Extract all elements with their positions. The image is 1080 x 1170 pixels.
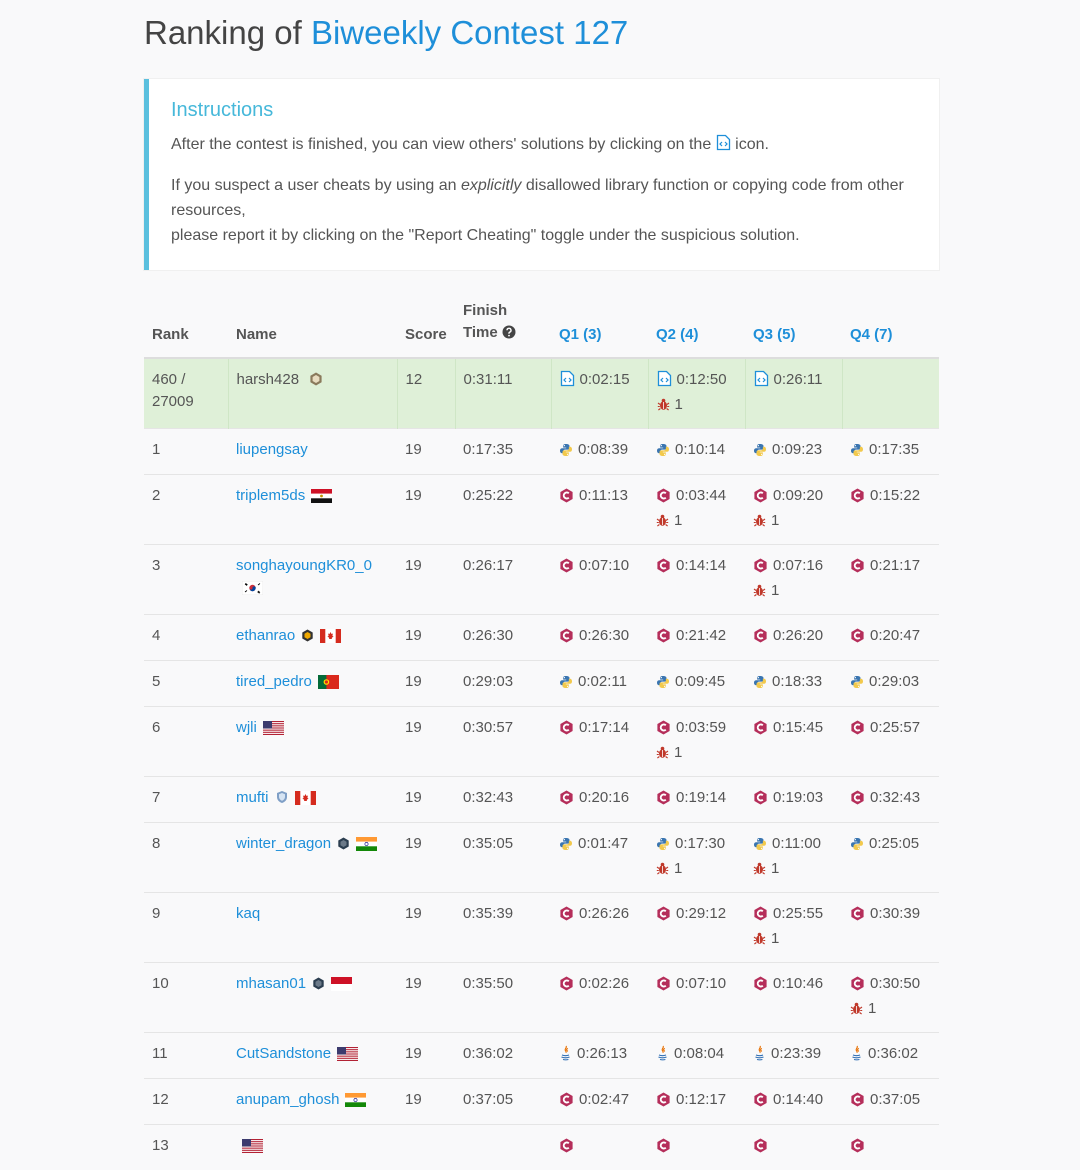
cpp-icon[interactable] [850, 720, 865, 742]
solve-time: 0:23:39 [771, 1045, 821, 1062]
question-time-cell[interactable] [842, 661, 939, 707]
solve-time: 0:09:23 [772, 441, 822, 458]
rank-cell: 1 [144, 429, 228, 475]
knight-badge-icon [275, 789, 289, 811]
cpp-icon[interactable] [559, 976, 574, 998]
solve-time: 0:08:04 [674, 1045, 724, 1062]
question-time-cell[interactable] [745, 1079, 842, 1125]
question-time-cell[interactable] [842, 893, 939, 963]
finish-time-cell: 0:25:22 [455, 475, 551, 545]
question-time-cell[interactable] [842, 963, 939, 1033]
python-icon[interactable] [656, 442, 670, 464]
solve-time: 0:20:47 [870, 627, 920, 644]
cpp-icon[interactable] [753, 488, 768, 510]
python-icon[interactable] [559, 442, 573, 464]
instructions-line-1: After the contest is finished, you can view others' solutions by clicking on the icon. [171, 132, 913, 159]
question-time-cell[interactable] [745, 963, 842, 1033]
question-time-cell[interactable] [551, 1125, 648, 1170]
header-rank: Rank [144, 300, 228, 358]
question-time-cell[interactable] [551, 1033, 648, 1079]
solve-time: 0:21:42 [676, 627, 726, 644]
name-cell [228, 1033, 397, 1079]
python-icon[interactable] [656, 674, 670, 696]
solve-time: 0:30:39 [870, 905, 920, 922]
score-cell: 19 [397, 429, 455, 475]
name-cell [228, 893, 397, 963]
table-row [144, 963, 939, 1033]
table-row [144, 893, 939, 963]
name-cell [228, 707, 397, 777]
solve-time: 0:07:10 [579, 557, 629, 574]
cpp-icon[interactable] [656, 976, 671, 998]
solve-time: 0:10:46 [773, 975, 823, 992]
table-row [144, 545, 939, 615]
cpp-icon[interactable] [753, 790, 768, 812]
solve-time: 0:15:22 [870, 487, 920, 504]
cpp-icon[interactable] [559, 1138, 574, 1160]
solve-time: 0:07:10 [676, 975, 726, 992]
solve-time: 0:11:00 [772, 835, 821, 852]
solve-time: 0:14:14 [676, 557, 726, 574]
instructions-panel [144, 79, 939, 270]
bug-icon [656, 512, 669, 534]
solve-time: 0:02:47 [579, 1091, 629, 1108]
table-row [144, 1079, 939, 1125]
table-row [144, 615, 939, 661]
user-link[interactable]: kaq [236, 905, 260, 922]
score-cell: 19 [397, 893, 455, 963]
indonesia-flag-icon [331, 976, 352, 998]
cpp-icon[interactable] [656, 790, 671, 812]
table-header-row [144, 300, 939, 358]
cpp-icon[interactable] [850, 628, 865, 650]
python-icon[interactable] [656, 836, 670, 858]
user-link[interactable]: winter_dragon [236, 835, 331, 852]
bug-icon [657, 396, 670, 418]
solve-time: 0:32:43 [870, 789, 920, 806]
wrong-submission-count: 1 [771, 582, 779, 599]
contest-name[interactable]: Biweekly Contest 127 [311, 14, 628, 51]
bug-icon [850, 1000, 863, 1022]
question-time-cell[interactable] [648, 1125, 745, 1170]
question-time-cell[interactable] [745, 429, 842, 475]
cpp-icon[interactable] [753, 906, 768, 928]
score-cell: 19 [397, 963, 455, 1033]
instructions-heading: Instructions [171, 99, 913, 122]
wrong-submission-count: 1 [771, 930, 779, 947]
table-row [144, 1033, 939, 1079]
cpp-icon[interactable] [850, 790, 865, 812]
question-time-cell[interactable] [842, 1079, 939, 1125]
cpp-icon[interactable] [753, 976, 768, 998]
question-time-cell[interactable] [551, 661, 648, 707]
question-time-cell[interactable] [551, 545, 648, 615]
python-icon[interactable] [753, 674, 767, 696]
score-cell: 19 [397, 615, 455, 661]
question-time-cell[interactable] [745, 777, 842, 823]
solve-time: 0:17:35 [869, 441, 919, 458]
question-time-cell[interactable] [842, 615, 939, 661]
title-prefix: Ranking of [144, 14, 302, 51]
solve-time: 0:07:16 [773, 557, 823, 574]
korea-flag-icon [242, 580, 263, 602]
score-cell: 19 [397, 661, 455, 707]
my-ranking-row [144, 358, 939, 429]
score-cell: 19 [397, 545, 455, 615]
name-cell [228, 963, 397, 1033]
question-time-cell[interactable] [551, 707, 648, 777]
table-row [144, 661, 939, 707]
wrong-submission-count: 1 [771, 512, 779, 529]
solve-time: 0:25:55 [773, 905, 823, 922]
finish-time-cell [455, 1125, 551, 1170]
my-q4 [842, 358, 939, 429]
wrong-submission-count: 1 [674, 860, 682, 877]
cpp-icon[interactable] [559, 1092, 574, 1114]
user-link[interactable]: wjli [236, 719, 257, 736]
solve-time: 0:09:20 [773, 487, 823, 504]
user-link[interactable]: ethanrao [236, 627, 295, 644]
question-time-cell[interactable] [551, 777, 648, 823]
question-time-cell[interactable] [551, 429, 648, 475]
question-time-cell[interactable] [648, 1033, 745, 1079]
python-icon[interactable] [850, 442, 864, 464]
question-time-cell[interactable] [842, 1125, 939, 1170]
solve-time: 0:12:17 [676, 1091, 726, 1108]
question-time-cell[interactable] [745, 707, 842, 777]
wrong-submission-count: 1 [674, 512, 682, 529]
question-time-cell[interactable] [745, 893, 842, 963]
question-time-cell[interactable] [648, 661, 745, 707]
header-score: Score [397, 300, 455, 358]
finish-time-cell: 0:37:05 [455, 1079, 551, 1125]
solve-time: 0:08:39 [578, 441, 628, 458]
table-row [144, 777, 939, 823]
score-cell: 19 [397, 707, 455, 777]
solve-time: 0:03:44 [676, 487, 726, 504]
solve-time: 0:03:59 [676, 719, 726, 736]
solve-time: 0:18:33 [772, 673, 822, 690]
usa-flag-icon [263, 720, 284, 742]
my-score: 12 [397, 358, 455, 429]
score-cell [397, 1125, 455, 1170]
question-time-cell[interactable] [648, 475, 745, 545]
ranking-table [144, 300, 939, 1170]
cpp-icon[interactable] [656, 906, 671, 928]
question-time-cell[interactable] [551, 963, 648, 1033]
question-time-cell[interactable] [842, 475, 939, 545]
user-link[interactable]: triplem5ds [236, 487, 305, 504]
solve-time: 0:29:03 [869, 673, 919, 690]
finish-time-cell: 0:17:35 [455, 429, 551, 475]
question-time-cell[interactable] [648, 963, 745, 1033]
solve-time: 0:14:40 [773, 1091, 823, 1108]
finish-time-cell: 0:35:39 [455, 893, 551, 963]
python-icon[interactable] [753, 442, 767, 464]
canada-flag-icon [295, 790, 316, 812]
question-time-cell[interactable] [551, 823, 648, 893]
wrong-submission-count: 1 [674, 744, 682, 761]
cpp-icon[interactable] [559, 790, 574, 812]
score-cell: 19 [397, 777, 455, 823]
cpp-icon[interactable] [656, 720, 671, 742]
cpp-icon[interactable] [656, 1138, 671, 1160]
my-rank: 460 / 27009 [144, 358, 228, 429]
portugal-flag-icon [318, 674, 339, 696]
solve-time: 0:21:17 [870, 557, 920, 574]
cpp-icon[interactable] [850, 976, 865, 998]
my-q3[interactable]: 0:26:11 [745, 358, 842, 429]
user-link[interactable]: CutSandstone [236, 1045, 331, 1062]
solve-time: 0:01:47 [578, 835, 628, 852]
rank-cell: 7 [144, 777, 228, 823]
solve-time: 0:26:26 [579, 905, 629, 922]
name-cell [228, 475, 397, 545]
name-cell [228, 545, 397, 615]
solve-time: 0:19:14 [676, 789, 726, 806]
rank-cell: 10 [144, 963, 228, 1033]
badge-icon [309, 371, 323, 393]
header-q1[interactable]: Q1 (3) [551, 300, 648, 358]
cpp-icon[interactable] [559, 906, 574, 928]
cpp-icon[interactable] [753, 1138, 768, 1160]
code-file-icon [716, 134, 731, 159]
finish-time-cell: 0:26:30 [455, 615, 551, 661]
header-finish-time: Finish Time [455, 300, 551, 358]
cpp-icon[interactable] [850, 488, 865, 510]
name-cell [228, 823, 397, 893]
my-name: harsh428 [228, 358, 397, 429]
user-link[interactable]: mufti [236, 789, 269, 806]
question-time-cell[interactable] [745, 1033, 842, 1079]
rank-cell: 11 [144, 1033, 228, 1079]
finish-time-cell: 0:29:03 [455, 661, 551, 707]
solve-time: 0:25:57 [870, 719, 920, 736]
question-time-cell[interactable] [745, 1125, 842, 1170]
score-cell: 19 [397, 475, 455, 545]
solve-time: 0:37:05 [870, 1091, 920, 1108]
wrong-submission-count: 1 [868, 1000, 876, 1017]
cpp-icon[interactable] [559, 488, 574, 510]
question-time-cell[interactable] [745, 615, 842, 661]
question-time-cell[interactable] [648, 777, 745, 823]
solve-time: 0:26:20 [773, 627, 823, 644]
name-cell [228, 777, 397, 823]
bug-icon [753, 860, 766, 882]
user-link[interactable]: tired_pedro [236, 673, 312, 690]
question-time-cell[interactable] [648, 545, 745, 615]
finish-time-cell: 0:35:50 [455, 963, 551, 1033]
header-q4[interactable]: Q4 (7) [842, 300, 939, 358]
solve-time: 0:26:13 [577, 1045, 627, 1062]
score-cell: 19 [397, 1079, 455, 1125]
cpp-icon[interactable] [656, 558, 671, 580]
solve-time: 0:02:11 [578, 673, 627, 690]
question-time-cell[interactable] [842, 707, 939, 777]
question-time-cell[interactable] [648, 707, 745, 777]
rank-cell: 3 [144, 545, 228, 615]
cpp-icon[interactable] [850, 558, 865, 580]
rank-cell: 8 [144, 823, 228, 893]
cpp-icon[interactable] [656, 628, 671, 650]
question-time-cell[interactable] [745, 823, 842, 893]
question-time-cell[interactable] [745, 475, 842, 545]
egypt-flag-icon [311, 488, 332, 510]
canada-flag-icon [320, 628, 341, 650]
guardian-dark-badge-icon [337, 835, 350, 857]
score-cell: 19 [397, 1033, 455, 1079]
finish-time-cell: 0:36:02 [455, 1033, 551, 1079]
table-row [144, 475, 939, 545]
solve-time: 0:25:05 [869, 835, 919, 852]
finish-time-cell: 0:32:43 [455, 777, 551, 823]
python-icon[interactable] [753, 836, 767, 858]
question-time-cell[interactable] [842, 1033, 939, 1079]
solve-time: 0:15:45 [773, 719, 823, 736]
user-link[interactable]: liupengsay [236, 441, 308, 458]
instructions-line-2: If you suspect a user cheats by using an explicitly disallowed library function or copying code from other resources, please report it by clicking on the "Report Cheating" toggle under the suspicious solution. [171, 173, 913, 248]
question-time-cell[interactable] [842, 777, 939, 823]
question-time-cell[interactable] [648, 893, 745, 963]
code-file-icon[interactable] [754, 370, 769, 394]
question-time-cell[interactable] [648, 429, 745, 475]
usa-flag-icon [242, 1138, 263, 1160]
solve-time: 0:17:14 [579, 719, 629, 736]
table-row [144, 823, 939, 893]
user-link[interactable]: songhayoungKR0_0 [236, 557, 372, 574]
question-time-cell[interactable] [648, 1079, 745, 1125]
bug-icon [656, 744, 669, 766]
question-time-cell[interactable] [842, 545, 939, 615]
cpp-icon[interactable] [753, 1092, 768, 1114]
cpp-icon[interactable] [753, 628, 768, 650]
my-q2[interactable]: 0:12:50 1 [648, 358, 745, 429]
question-time-cell[interactable] [551, 893, 648, 963]
bug-icon [753, 512, 766, 534]
name-cell [228, 429, 397, 475]
bug-icon [656, 860, 669, 882]
solve-time: 0:26:30 [579, 627, 629, 644]
name-cell [228, 661, 397, 707]
solve-time: 0:02:26 [579, 975, 629, 992]
cpp-icon[interactable] [850, 906, 865, 928]
cpp-icon[interactable] [559, 720, 574, 742]
solve-time: 0:20:16 [579, 789, 629, 806]
table-row [144, 1125, 939, 1170]
question-time-cell[interactable] [842, 429, 939, 475]
question-time-cell[interactable] [745, 545, 842, 615]
user-link[interactable]: mhasan01 [236, 975, 306, 992]
question-time-cell[interactable] [551, 615, 648, 661]
user-link[interactable]: anupam_ghosh [236, 1091, 339, 1108]
bug-icon [753, 582, 766, 604]
header-q3[interactable]: Q3 (5) [745, 300, 842, 358]
solve-time: 0:29:12 [676, 905, 726, 922]
table-row [144, 429, 939, 475]
rank-cell: 4 [144, 615, 228, 661]
solve-time: 0:09:45 [675, 673, 725, 690]
python-icon[interactable] [559, 674, 573, 696]
cpp-icon[interactable] [753, 558, 768, 580]
name-cell [228, 1079, 397, 1125]
bug-icon [753, 930, 766, 952]
page-title [144, 12, 939, 54]
question-time-cell[interactable] [551, 1079, 648, 1125]
solve-time: 0:17:30 [675, 835, 725, 852]
rank-cell: 2 [144, 475, 228, 545]
rank-cell: 6 [144, 707, 228, 777]
score-cell: 19 [397, 823, 455, 893]
name-cell [228, 615, 397, 661]
cpp-icon[interactable] [559, 558, 574, 580]
my-q1[interactable]: 0:02:15 [551, 358, 648, 429]
guardian-badge-icon [301, 627, 314, 649]
cpp-icon[interactable] [850, 1138, 865, 1160]
solve-time: 0:36:02 [868, 1045, 918, 1062]
finish-time-cell: 0:30:57 [455, 707, 551, 777]
cpp-icon[interactable] [559, 628, 574, 650]
solve-time: 0:19:03 [773, 789, 823, 806]
cpp-icon[interactable] [656, 488, 671, 510]
rank-cell: 5 [144, 661, 228, 707]
rank-cell: 13 [144, 1125, 228, 1170]
my-finish-time: 0:31:11 [455, 358, 551, 429]
question-time-cell[interactable] [745, 661, 842, 707]
table-row [144, 707, 939, 777]
question-time-cell[interactable] [551, 475, 648, 545]
cpp-icon[interactable] [656, 1092, 671, 1114]
code-file-icon[interactable] [560, 370, 575, 394]
page [144, 0, 939, 1170]
solve-time: 0:30:50 [870, 975, 920, 992]
header-q2[interactable]: Q2 (4) [648, 300, 745, 358]
india-flag-icon [356, 836, 377, 858]
india-flag-icon [345, 1092, 366, 1114]
python-icon[interactable] [850, 836, 864, 858]
rank-cell: 12 [144, 1079, 228, 1125]
python-icon[interactable] [850, 674, 864, 696]
question-circle-icon[interactable] [502, 324, 516, 346]
question-time-cell[interactable] [648, 615, 745, 661]
guardian-dark-badge-icon [312, 975, 325, 997]
cpp-icon[interactable] [850, 1092, 865, 1114]
rank-cell: 9 [144, 893, 228, 963]
finish-time-cell: 0:26:17 [455, 545, 551, 615]
question-time-cell[interactable] [842, 823, 939, 893]
cpp-icon[interactable] [753, 720, 768, 742]
wrong-submission-count: 1 [771, 860, 779, 877]
header-name: Name [228, 300, 397, 358]
finish-time-cell: 0:35:05 [455, 823, 551, 893]
python-icon[interactable] [559, 836, 573, 858]
solve-time: 0:11:13 [579, 487, 628, 504]
question-time-cell[interactable] [648, 823, 745, 893]
name-cell [228, 1125, 397, 1170]
code-file-icon[interactable] [657, 370, 672, 394]
solve-time: 0:10:14 [675, 441, 725, 458]
